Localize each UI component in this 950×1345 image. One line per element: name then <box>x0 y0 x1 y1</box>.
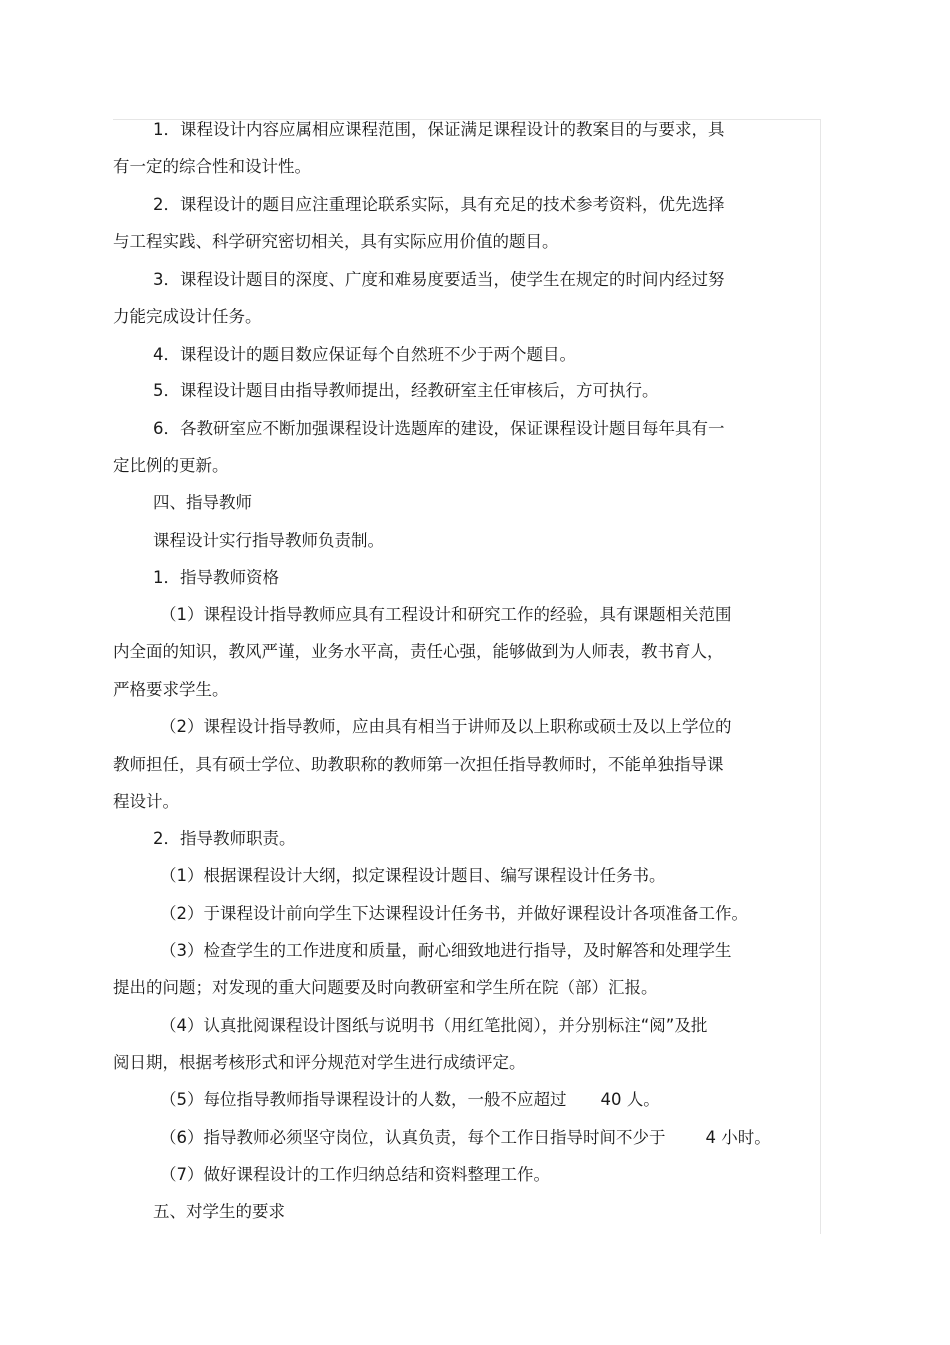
paragraph-line: 定比例的更新。 <box>113 456 229 475</box>
paragraph-line: 严格要求学生。 <box>113 680 229 699</box>
subsection-heading: 2．指导教师职责。 <box>153 829 296 848</box>
paragraph-line: （2）于课程设计前向学生下达课程设计任务书，并做好课程设计各项准备工作。 <box>160 904 748 923</box>
paragraph-line: （1）根据课程设计大纲，拟定课程设计题目、编写课程设计任务书。 <box>160 866 666 885</box>
paragraph-line: （3）检查学生的工作进度和质量，耐心细致地进行指导，及时解答和处理学生 <box>160 941 732 960</box>
paragraph-line: （7）做好课程设计的工作归纳总结和资料整理工作。 <box>160 1165 550 1184</box>
subsection-heading: 1．指导教师资格 <box>153 568 279 587</box>
line-text: （5）每位指导教师指导课程设计的人数，一般不应超过 <box>160 1090 567 1109</box>
paragraph-line: 提出的问题；对发现的重大问题要及时向教研室和学生所在院（部）汇报。 <box>113 978 658 997</box>
paragraph-line: 4．课程设计的题目数应保证每个自然班不少于两个题目。 <box>153 345 576 364</box>
paragraph-line: 6．各教研室应不断加强课程设计选题库的建设，保证课程设计题目每年具有一 <box>153 419 725 438</box>
paragraph-line: 力能完成设计任务。 <box>113 307 262 326</box>
paragraph-line: 2．课程设计的题目应注重理论联系实际，具有充足的技术参考资料，优先选择 <box>153 195 725 214</box>
paragraph-line <box>160 1127 771 1149</box>
paragraph-line: （4）认真批阅课程设计图纸与说明书（用红笔批阅），并分别标注“阅”及批 <box>160 1016 708 1035</box>
paragraph-line: 3．课程设计题目的深度、广度和难易度要适当，使学生在规定的时间内经过努 <box>153 270 725 289</box>
paragraph-line: 内全面的知识，教风严谨，业务水平高，责任心强，能够做到为人师表，教书育人， <box>113 642 724 661</box>
paragraph-line: 5．课程设计题目由指导教师提出，经教研室主任审核后，方可执行。 <box>153 381 659 400</box>
paragraph-line: 有一定的综合性和设计性。 <box>113 157 311 176</box>
paragraph-line: 1．课程设计内容应属相应课程范围，保证满足课程设计的教案目的与要求，具 <box>153 120 725 139</box>
paragraph-line <box>160 1089 660 1111</box>
paragraph-line: 教师担任，具有硕士学位、助教职称的教师第一次担任指导教师时，不能单独指导课 <box>113 755 724 774</box>
section-heading: 四、指导教师 <box>153 493 252 512</box>
section-heading: 五、对学生的要求 <box>153 1202 285 1221</box>
paragraph-line: 与工程实践、科学研究密切相关，具有实际应用价值的题目。 <box>113 232 559 251</box>
paragraph-line: 阅日期，根据考核形式和评分规范对学生进行成绩评定。 <box>113 1053 526 1072</box>
paragraph-line: （1）课程设计指导教师应具有工程设计和研究工作的经验，具有课题相关范围 <box>160 605 732 624</box>
line-number: 40 人。 <box>600 1090 660 1109</box>
line-text: （6）指导教师必须坚守岗位，认真负责，每个工作日指导时间不少于 <box>160 1128 666 1147</box>
paragraph-line: 程设计。 <box>113 792 179 811</box>
line-number: 4 小时。 <box>705 1128 771 1147</box>
paragraph-line: 课程设计实行指导教师负责制。 <box>153 531 384 550</box>
paragraph-line: （2）课程设计指导教师，应由具有相当于讲师及以上职称或硕士及以上学位的 <box>160 717 732 736</box>
page-border-right <box>820 119 821 1234</box>
